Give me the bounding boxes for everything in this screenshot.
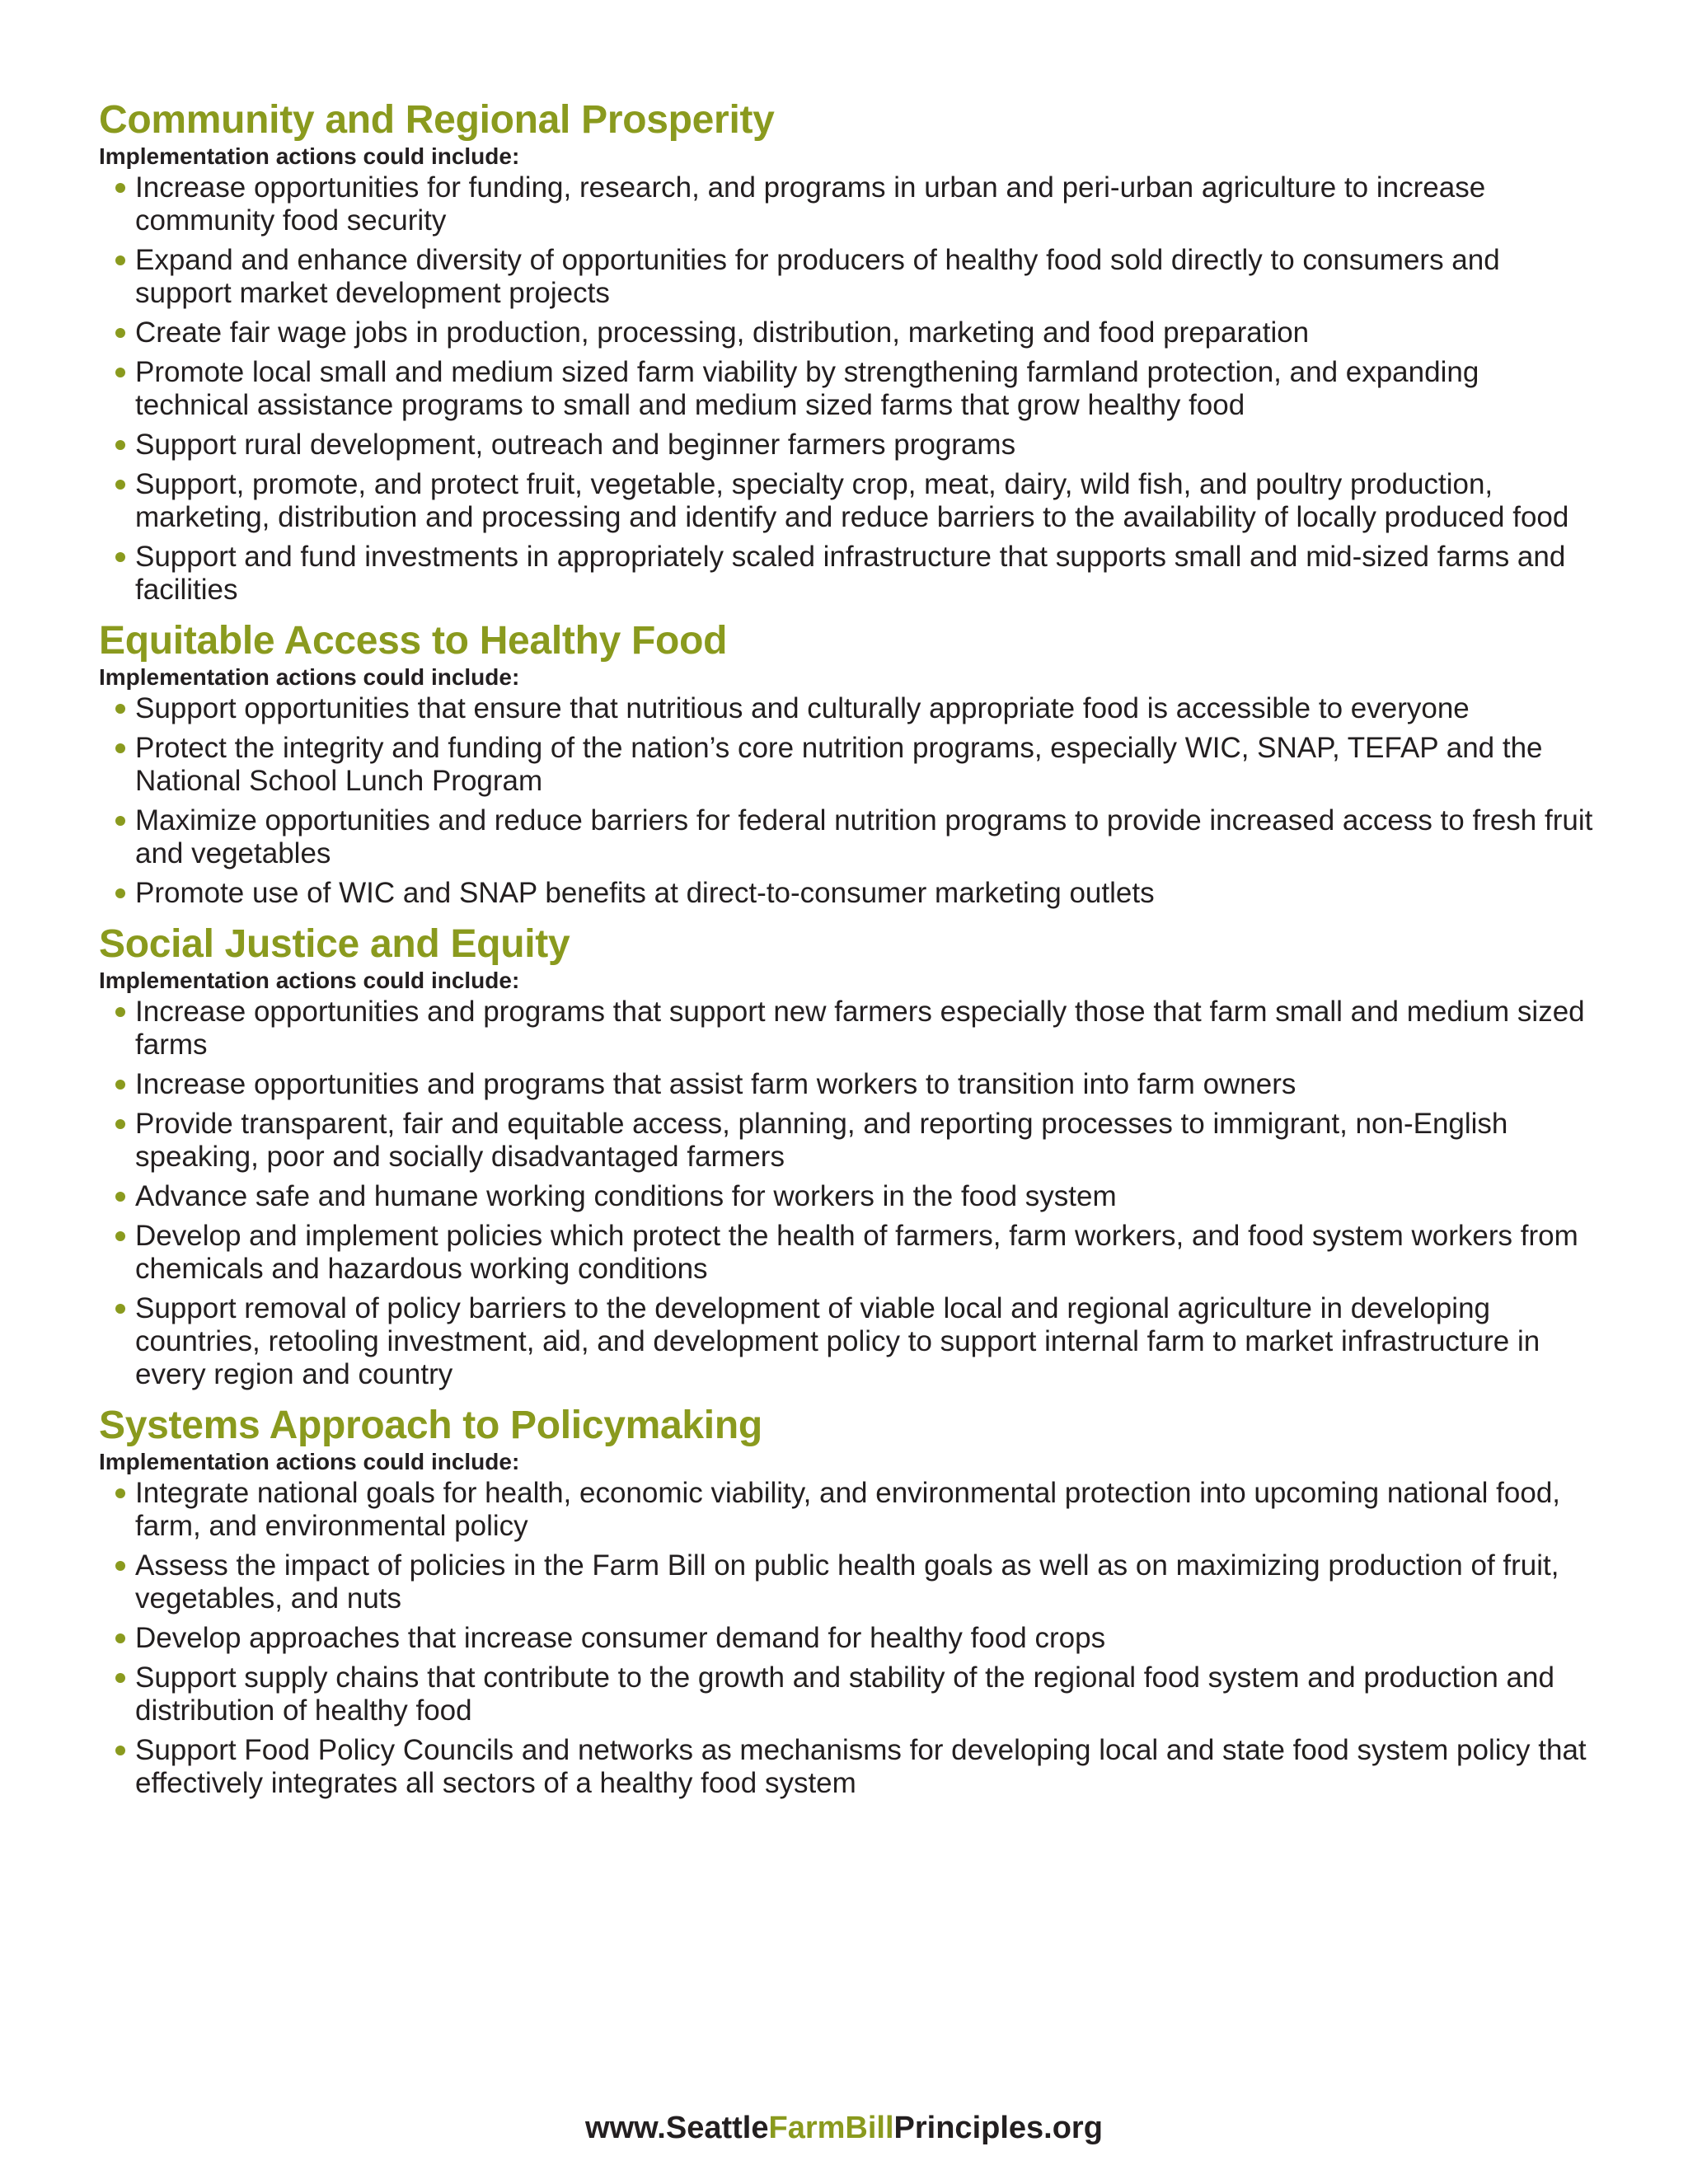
- section-social-justice: [99, 921, 1599, 1391]
- bullet-icon: [115, 816, 125, 826]
- list-item-text: Provide transparent, fair and equitable access, planning, and reporting processes to immigrant, non-English speaking, poor and socially disadvantaged farmers: [135, 1108, 1508, 1173]
- list-item: [135, 1068, 1599, 1101]
- bullet-icon: [115, 1192, 125, 1202]
- list-item: [135, 171, 1599, 237]
- list-item: [135, 1220, 1599, 1286]
- bullet-icon: [115, 1746, 125, 1755]
- bullet-icon: [115, 1673, 125, 1683]
- action-list: [99, 171, 1599, 607]
- footer-url-prefix: www.Seattle: [585, 2111, 769, 2145]
- list-item-text: Maximize opportunities and reduce barriers for federal nutrition programs to provide increased access to fresh fruit and vegetables: [135, 804, 1593, 869]
- action-list: [99, 1477, 1599, 1800]
- list-item: [135, 1180, 1599, 1213]
- list-item-text: Integrate national goals for health, economic viability, and environmental protection into upcoming national food, farm, and environmental policy: [135, 1477, 1561, 1542]
- list-item: [135, 804, 1599, 870]
- section-subhead: Implementation actions could include:: [99, 1449, 520, 1474]
- list-item-text: Expand and enhance diversity of opportunities for producers of healthy food sold directly to consumers and support market development projects: [135, 244, 1500, 309]
- bullet-icon: [115, 1231, 125, 1241]
- list-item: [135, 468, 1599, 534]
- bullet-icon: [115, 440, 125, 450]
- list-item: [135, 1549, 1599, 1615]
- section-subhead: Implementation actions could include:: [99, 664, 520, 690]
- list-item: [135, 1477, 1599, 1543]
- footer-url-suffix: Principles.org: [893, 2111, 1103, 2145]
- list-item-text: Increase opportunities and programs that support new farmers especially those that farm small and medium sized farms: [135, 996, 1585, 1061]
- section-systems-approach: [99, 1403, 1599, 1800]
- list-item-text: Support and fund investments in appropriately scaled infrastructure that supports small and mid-sized farms and facilities: [135, 541, 1566, 606]
- list-item: [135, 1661, 1599, 1727]
- bullet-icon: [115, 1007, 125, 1017]
- bullet-icon: [115, 480, 125, 490]
- list-item: [135, 1734, 1599, 1800]
- list-item: [135, 1292, 1599, 1391]
- list-item: [135, 1108, 1599, 1174]
- bullet-icon: [115, 704, 125, 714]
- list-item-text: Promote use of WIC and SNAP benefits at direct-to-consumer marketing outlets: [135, 877, 1155, 909]
- list-item-text: Support supply chains that contribute to the growth and stability of the regional food system and production and distribution of healthy food: [135, 1661, 1554, 1727]
- bullet-icon: [115, 328, 125, 338]
- list-item-text: Support opportunities that ensure that nutritious and culturally appropriate food is accessible to everyone: [135, 692, 1470, 724]
- bullet-icon: [115, 888, 125, 898]
- list-item-text: Develop approaches that increase consumer demand for healthy food crops: [135, 1622, 1106, 1654]
- bullet-icon: [115, 1119, 125, 1129]
- list-item: [135, 356, 1599, 422]
- list-item: [135, 244, 1599, 310]
- list-item-text: Assess the impact of policies in the Farm Bill on public health goals as well as on maximizing production of fruit, vegetables, and nuts: [135, 1549, 1559, 1615]
- bullet-icon: [115, 368, 125, 377]
- list-item: [135, 732, 1599, 798]
- section-title: Community and Regional Prosperity: [99, 98, 775, 142]
- section-subhead: Implementation actions could include:: [99, 143, 520, 169]
- action-list: [99, 692, 1599, 910]
- list-item-text: Create fair wage jobs in production, processing, distribution, marketing and food preparation: [135, 316, 1310, 349]
- list-item: [135, 1622, 1599, 1655]
- list-item-text: Increase opportunities and programs that assist farm workers to transition into farm owners: [135, 1068, 1296, 1100]
- list-item-text: Develop and implement policies which protect the health of farmers, farm workers, and food system workers from chemicals and hazardous working conditions: [135, 1220, 1578, 1285]
- list-item: [135, 541, 1599, 607]
- list-item-text: Support Food Policy Councils and networks as mechanisms for developing local and state food system policy that effectively integrates all sectors of a healthy food system: [135, 1734, 1587, 1799]
- section-title: Equitable Access to Healthy Food: [99, 619, 728, 663]
- list-item: [135, 429, 1599, 462]
- list-item: [135, 692, 1599, 725]
- list-item-text: Advance safe and humane working conditions for workers in the food system: [135, 1180, 1117, 1212]
- footer-url[interactable]: [0, 2110, 1688, 2146]
- section-community-regional-prosperity: [99, 97, 1599, 607]
- footer-url-accent: FarmBill: [768, 2111, 894, 2145]
- section-title: Systems Approach to Policymaking: [99, 1404, 762, 1447]
- section-equitable-access: [99, 618, 1599, 910]
- list-item: [135, 877, 1599, 910]
- document-body: [99, 97, 1599, 1811]
- list-item-text: Protect the integrity and funding of the nation’s core nutrition programs, especially WIC, SNAP, TEFAP and the National School Lunch Program: [135, 732, 1543, 797]
- bullet-icon: [115, 1080, 125, 1090]
- bullet-icon: [115, 1488, 125, 1498]
- list-item: [135, 996, 1599, 1062]
- list-item-text: Support removal of policy barriers to the development of viable local and regional agriculture in developing countries, retooling investment, aid, and development policy to support internal farm to market infrastructure in every region and country: [135, 1292, 1540, 1390]
- section-title: Social Justice and Equity: [99, 922, 570, 966]
- list-item-text: Promote local small and medium sized farm viability by strengthening farmland protection, and expanding technical assistance programs to small and medium sized farms that grow healthy food: [135, 356, 1479, 421]
- bullet-icon: [115, 183, 125, 193]
- bullet-icon: [115, 552, 125, 562]
- list-item-text: Support, promote, and protect fruit, vegetable, specialty crop, meat, dairy, wild fish, and poultry production, marketing, distribution and processing and identify and reduce barriers to the availability of locally produced food: [135, 468, 1569, 533]
- bullet-icon: [115, 255, 125, 265]
- list-item: [135, 316, 1599, 349]
- list-item-text: Support rural development, outreach and beginner farmers programs: [135, 429, 1016, 461]
- bullet-icon: [115, 1561, 125, 1571]
- bullet-icon: [115, 1633, 125, 1643]
- bullet-icon: [115, 1304, 125, 1314]
- section-subhead: Implementation actions could include:: [99, 968, 520, 993]
- bullet-icon: [115, 743, 125, 753]
- action-list: [99, 996, 1599, 1391]
- list-item-text: Increase opportunities for funding, research, and programs in urban and peri-urban agriculture to increase community food security: [135, 171, 1486, 237]
